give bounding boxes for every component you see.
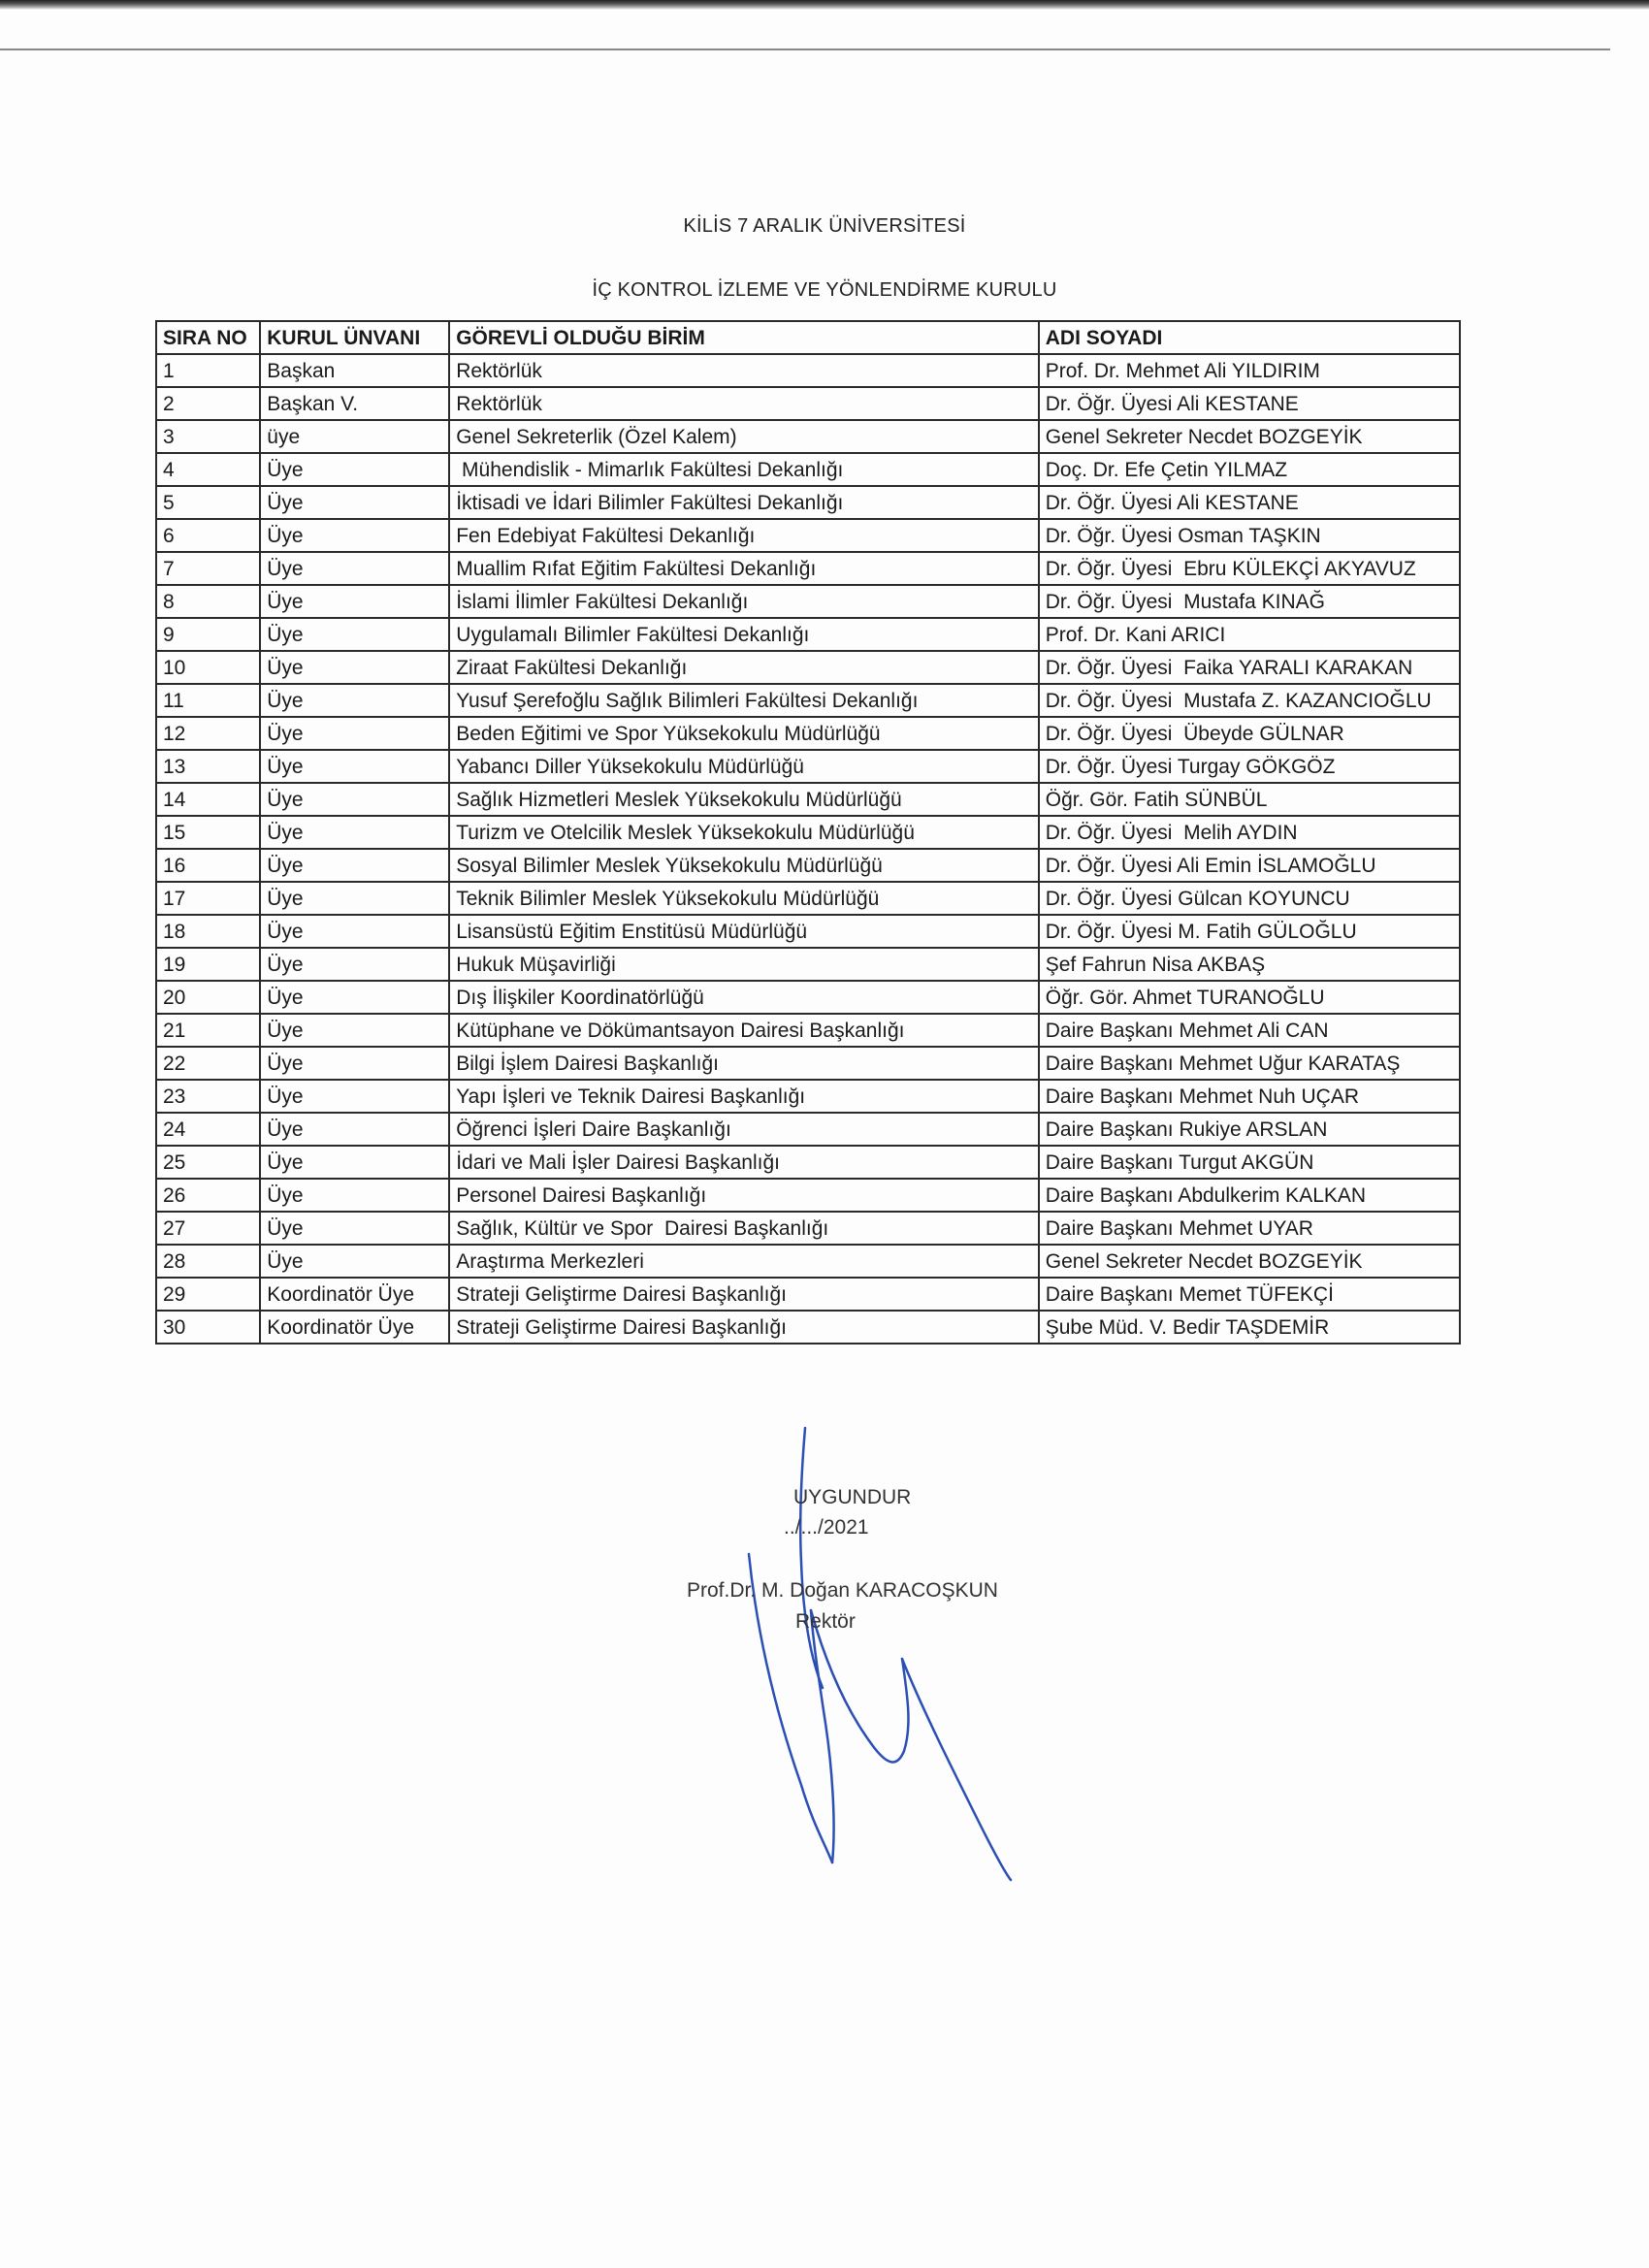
row-number: 22	[156, 1047, 260, 1080]
row-adi-soyadi: Daire Başkanı Turgut AKGÜN	[1039, 1146, 1460, 1179]
table-row	[156, 882, 1460, 915]
row-birim: Strateji Geliştirme Dairesi Başkanlığı	[449, 1311, 1039, 1344]
row-birim: Fen Edebiyat Fakültesi Dekanlığı	[449, 519, 1039, 552]
row-birim: Beden Eğitimi ve Spor Yüksekokulu Müdürlüğü	[449, 717, 1039, 750]
row-birim: Muallim Rıfat Eğitim Fakültesi Dekanlığı	[449, 552, 1039, 585]
row-number: 30	[156, 1311, 260, 1344]
row-number: 14	[156, 783, 260, 816]
row-birim: Strateji Geliştirme Dairesi Başkanlığı	[449, 1278, 1039, 1311]
row-kurul-unvani: Üye	[260, 1113, 449, 1146]
row-adi-soyadi: Daire Başkanı Rukiye ARSLAN	[1039, 1113, 1460, 1146]
committee-table	[155, 320, 1461, 1345]
row-number: 6	[156, 519, 260, 552]
row-number: 25	[156, 1146, 260, 1179]
table-header-row	[156, 321, 1460, 354]
row-number: 2	[156, 387, 260, 420]
row-birim: Öğrenci İşleri Daire Başkanlığı	[449, 1113, 1039, 1146]
row-adi-soyadi: Şube Müd. V. Bedir TAŞDEMİR	[1039, 1311, 1460, 1344]
row-number: 29	[156, 1278, 260, 1311]
row-number: 18	[156, 915, 260, 948]
row-adi-soyadi: Dr. Öğr. Üyesi Osman TAŞKIN	[1039, 519, 1460, 552]
table-row	[156, 783, 1460, 816]
column-header-birim: GÖREVLİ OLDUĞU BİRİM	[449, 321, 1039, 354]
row-birim: Genel Sekreterlik (Özel Kalem)	[449, 420, 1039, 453]
row-adi-soyadi: Dr. Öğr. Üyesi Ali Emin İSLAMOĞLU	[1039, 849, 1460, 882]
column-header-adi-soyadi: ADI SOYADI	[1039, 321, 1460, 354]
row-kurul-unvani: Başkan V.	[260, 387, 449, 420]
row-birim: Araştırma Merkezleri	[449, 1245, 1039, 1278]
table-row	[156, 1146, 1460, 1179]
column-header-kurul-unvani: KURUL ÜNVANI	[260, 321, 449, 354]
row-adi-soyadi: Öğr. Gör. Ahmet TURANOĞLU	[1039, 981, 1460, 1014]
row-adi-soyadi: Öğr. Gör. Fatih SÜNBÜL	[1039, 783, 1460, 816]
row-number: 13	[156, 750, 260, 783]
row-adi-soyadi: Dr. Öğr. Üyesi M. Fatih GÜLOĞLU	[1039, 915, 1460, 948]
row-kurul-unvani: Üye	[260, 519, 449, 552]
row-adi-soyadi: Doç. Dr. Efe Çetin YILMAZ	[1039, 453, 1460, 486]
approval-status: UYGUNDUR	[793, 1486, 912, 1508]
row-kurul-unvani: Üye	[260, 915, 449, 948]
table-row	[156, 1080, 1460, 1113]
row-number: 7	[156, 552, 260, 585]
row-adi-soyadi: Daire Başkanı Abdulkerim KALKAN	[1039, 1179, 1460, 1212]
row-kurul-unvani: Üye	[260, 882, 449, 915]
row-birim: Rektörlük	[449, 387, 1039, 420]
row-birim: Uygulamalı Bilimler Fakültesi Dekanlığı	[449, 618, 1039, 651]
row-birim: İktisadi ve İdari Bilimler Fakültesi Dekanlığı	[449, 486, 1039, 519]
table-row	[156, 750, 1460, 783]
row-kurul-unvani: Üye	[260, 849, 449, 882]
table-row	[156, 684, 1460, 717]
row-kurul-unvani: üye	[260, 420, 449, 453]
row-kurul-unvani: Üye	[260, 1212, 449, 1245]
row-number: 1	[156, 354, 260, 387]
row-birim: Rektörlük	[449, 354, 1039, 387]
row-kurul-unvani: Üye	[260, 1014, 449, 1047]
row-birim: Lisansüstü Eğitim Enstitüsü Müdürlüğü	[449, 915, 1039, 948]
row-kurul-unvani: Üye	[260, 486, 449, 519]
table-row	[156, 585, 1460, 618]
row-adi-soyadi: Daire Başkanı Mehmet Uğur KARATAŞ	[1039, 1047, 1460, 1080]
row-number: 17	[156, 882, 260, 915]
row-birim: Mühendislik - Mimarlık Fakültesi Dekanlığı	[449, 453, 1039, 486]
table-row	[156, 915, 1460, 948]
row-number: 16	[156, 849, 260, 882]
table-row	[156, 1179, 1460, 1212]
table-row	[156, 849, 1460, 882]
row-adi-soyadi: Dr. Öğr. Üyesi Gülcan KOYUNCU	[1039, 882, 1460, 915]
row-adi-soyadi: Genel Sekreter Necdet BOZGEYİK	[1039, 1245, 1460, 1278]
row-kurul-unvani: Üye	[260, 1047, 449, 1080]
row-adi-soyadi: Prof. Dr. Mehmet Ali YILDIRIM	[1039, 354, 1460, 387]
table-row	[156, 717, 1460, 750]
table-row	[156, 453, 1460, 486]
row-number: 12	[156, 717, 260, 750]
row-kurul-unvani: Üye	[260, 1146, 449, 1179]
row-kurul-unvani: Üye	[260, 618, 449, 651]
row-birim: Dış İlişkiler Koordinatörlüğü	[449, 981, 1039, 1014]
university-title: KİLİS 7 ARALIK ÜNİVERSİTESİ	[683, 215, 966, 237]
row-kurul-unvani: Üye	[260, 1179, 449, 1212]
row-number: 8	[156, 585, 260, 618]
row-number: 5	[156, 486, 260, 519]
row-kurul-unvani: Üye	[260, 783, 449, 816]
row-adi-soyadi: Dr. Öğr. Üyesi Mustafa Z. KAZANCIOĞLU	[1039, 684, 1460, 717]
table-row	[156, 651, 1460, 684]
row-adi-soyadi: Daire Başkanı Mehmet UYAR	[1039, 1212, 1460, 1245]
row-kurul-unvani: Üye	[260, 750, 449, 783]
row-kurul-unvani: Üye	[260, 684, 449, 717]
table-row	[156, 552, 1460, 585]
row-number: 28	[156, 1245, 260, 1278]
row-kurul-unvani: Üye	[260, 453, 449, 486]
table-row	[156, 981, 1460, 1014]
row-number: 20	[156, 981, 260, 1014]
row-kurul-unvani: Üye	[260, 981, 449, 1014]
table-row	[156, 486, 1460, 519]
signatory-title: Rektör	[795, 1610, 856, 1633]
row-birim: Teknik Bilimler Meslek Yüksekokulu Müdürlüğü	[449, 882, 1039, 915]
row-number: 4	[156, 453, 260, 486]
scan-edge	[0, 0, 1649, 10]
row-adi-soyadi: Prof. Dr. Kani ARICI	[1039, 618, 1460, 651]
row-adi-soyadi: Dr. Öğr. Üyesi Übeyde GÜLNAR	[1039, 717, 1460, 750]
row-number: 9	[156, 618, 260, 651]
table-row	[156, 1047, 1460, 1080]
table-body	[156, 354, 1460, 1344]
row-kurul-unvani: Üye	[260, 948, 449, 981]
row-adi-soyadi: Daire Başkanı Memet TÜFEKÇİ	[1039, 1278, 1460, 1311]
row-kurul-unvani: Üye	[260, 651, 449, 684]
table-row	[156, 354, 1460, 387]
signatory-name: Prof.Dr. M. Doğan KARACOŞKUN	[687, 1579, 998, 1602]
row-birim: Bilgi İşlem Dairesi Başkanlığı	[449, 1047, 1039, 1080]
row-birim: Yabancı Diller Yüksekokulu Müdürlüğü	[449, 750, 1039, 783]
row-adi-soyadi: Dr. Öğr. Üyesi Melih AYDIN	[1039, 816, 1460, 849]
row-birim: Hukuk Müşavirliği	[449, 948, 1039, 981]
row-adi-soyadi: Daire Başkanı Mehmet Ali CAN	[1039, 1014, 1460, 1047]
row-birim: Sağlık, Kültür ve Spor Dairesi Başkanlığı	[449, 1212, 1039, 1245]
row-number: 26	[156, 1179, 260, 1212]
row-birim: Yapı İşleri ve Teknik Dairesi Başkanlığı	[449, 1080, 1039, 1113]
row-birim: İdari ve Mali İşler Dairesi Başkanlığı	[449, 1146, 1039, 1179]
row-adi-soyadi: Dr. Öğr. Üyesi Ali KESTANE	[1039, 387, 1460, 420]
row-number: 10	[156, 651, 260, 684]
row-birim: İslami İlimler Fakültesi Dekanlığı	[449, 585, 1039, 618]
committee-title: İÇ KONTROL İZLEME VE YÖNLENDİRME KURULU	[592, 279, 1057, 301]
row-number: 19	[156, 948, 260, 981]
table-row	[156, 1212, 1460, 1245]
row-birim: Sosyal Bilimler Meslek Yüksekokulu Müdürlüğü	[449, 849, 1039, 882]
table-row	[156, 519, 1460, 552]
row-birim: Kütüphane ve Dökümantsayon Dairesi Başkanlığı	[449, 1014, 1039, 1047]
table-row	[156, 1245, 1460, 1278]
row-kurul-unvani: Üye	[260, 585, 449, 618]
table-row	[156, 1014, 1460, 1047]
row-number: 24	[156, 1113, 260, 1146]
table-row	[156, 948, 1460, 981]
row-birim: Turizm ve Otelcilik Meslek Yüksekokulu Müdürlüğü	[449, 816, 1039, 849]
row-adi-soyadi: Dr. Öğr. Üyesi Mustafa KINAĞ	[1039, 585, 1460, 618]
row-birim: Ziraat Fakültesi Dekanlığı	[449, 651, 1039, 684]
row-kurul-unvani: Üye	[260, 717, 449, 750]
scan-line	[0, 49, 1610, 50]
table-row	[156, 387, 1460, 420]
row-kurul-unvani: Üye	[260, 1245, 449, 1278]
row-adi-soyadi: Dr. Öğr. Üyesi Faika YARALI KARAKAN	[1039, 651, 1460, 684]
table-row	[156, 618, 1460, 651]
row-number: 23	[156, 1080, 260, 1113]
column-header-sira-no: SIRA NO	[156, 321, 260, 354]
row-number: 11	[156, 684, 260, 717]
row-birim: Yusuf Şerefoğlu Sağlık Bilimleri Fakültesi Dekanlığı	[449, 684, 1039, 717]
row-birim: Sağlık Hizmetleri Meslek Yüksekokulu Müdürlüğü	[449, 783, 1039, 816]
table-row	[156, 420, 1460, 453]
row-kurul-unvani: Üye	[260, 552, 449, 585]
row-kurul-unvani: Koordinatör Üye	[260, 1311, 449, 1344]
approval-date: ../.../2021	[784, 1516, 869, 1539]
row-kurul-unvani: Başkan	[260, 354, 449, 387]
row-birim: Personel Dairesi Başkanlığı	[449, 1179, 1039, 1212]
row-adi-soyadi: Dr. Öğr. Üyesi Turgay GÖKGÖZ	[1039, 750, 1460, 783]
row-kurul-unvani: Üye	[260, 1080, 449, 1113]
row-adi-soyadi: Genel Sekreter Necdet BOZGEYİK	[1039, 420, 1460, 453]
row-adi-soyadi: Daire Başkanı Mehmet Nuh UÇAR	[1039, 1080, 1460, 1113]
row-number: 21	[156, 1014, 260, 1047]
table-row	[156, 1113, 1460, 1146]
table-row	[156, 1278, 1460, 1311]
row-number: 15	[156, 816, 260, 849]
table-row	[156, 816, 1460, 849]
row-adi-soyadi: Şef Fahrun Nisa AKBAŞ	[1039, 948, 1460, 981]
row-adi-soyadi: Dr. Öğr. Üyesi Ali KESTANE	[1039, 486, 1460, 519]
table-row	[156, 1311, 1460, 1344]
row-kurul-unvani: Üye	[260, 816, 449, 849]
row-adi-soyadi: Dr. Öğr. Üyesi Ebru KÜLEKÇİ AKYAVUZ	[1039, 552, 1460, 585]
row-number: 3	[156, 420, 260, 453]
row-number: 27	[156, 1212, 260, 1245]
row-kurul-unvani: Koordinatör Üye	[260, 1278, 449, 1311]
